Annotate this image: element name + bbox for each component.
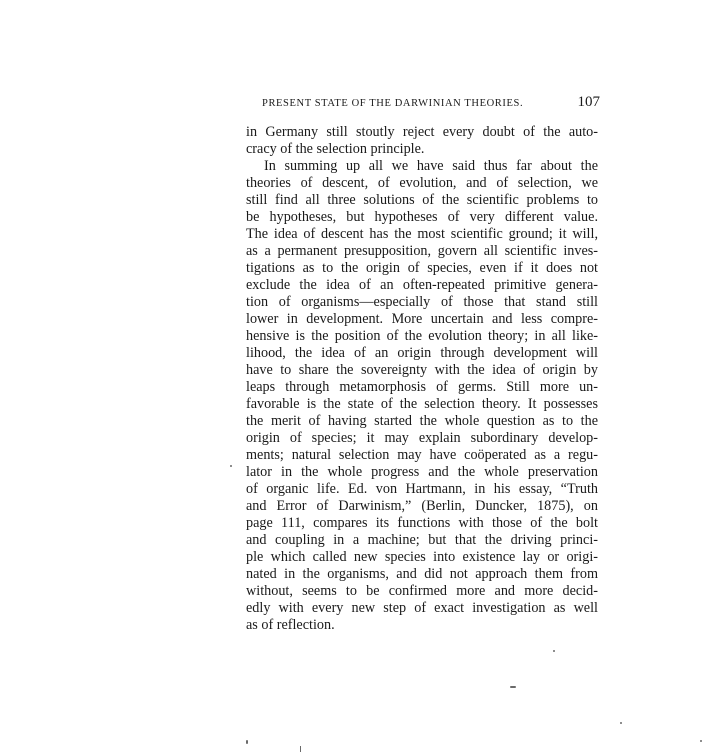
text-line: origin of species; it may explain subordinary develop- [246,430,598,446]
scan-speck [300,746,301,752]
text-line: in Germany still stoutly reject every doubt of the auto- [246,124,598,140]
text-line: cracy of the selection principle. [246,141,425,157]
text-line: of organic life. Ed. von Hartmann, in his essay, “Truth [246,481,598,497]
scan-speck [510,686,516,688]
text-line: lower in development. More uncertain and less compre- [246,311,598,327]
text-line: page 111, compares its functions with those of the bolt [246,515,598,531]
text-line: leaps through metamorphosis of germs. Still more un- [246,379,598,395]
text-line: and coupling in a machine; but that the driving princi- [246,532,598,548]
text-line: favorable is the state of the selection theory. It possesses [246,396,598,412]
scan-speck [700,740,702,742]
text-line: The idea of descent has the most scientific ground; it will, [246,226,598,242]
text-line: ments; natural selection may have coöperated as a regu- [246,447,598,463]
scan-speck [553,650,555,652]
text-line: as a permanent presupposition, govern all scientific inves- [246,243,598,259]
running-head [262,96,600,114]
running-title: PRESENT STATE OF THE DARWINIAN THEORIES. [262,98,524,109]
text-line: tigations as to the origin of species, even if it does not [246,260,598,276]
text-line: the merit of having started the whole question as to the [246,413,598,429]
text-line: ple which called new species into existence lay or origi- [246,549,598,565]
text-line: In summing up all we have said thus far about the [264,158,598,174]
text-line: nated in the organisms, and did not approach them from [246,566,598,582]
scan-speck [230,465,232,467]
scan-speck [620,722,622,724]
text-line: theories of descent, of evolution, and of selection, we [246,175,598,191]
text-line: exclude the idea of an often-repeated primitive genera- [246,277,598,293]
text-line: tion of organisms—especially of those that stand still [246,294,598,310]
text-line: still find all three solutions of the scientific problems to [246,192,598,208]
body-text [246,124,598,634]
text-line: lator in the whole progress and the whole preservation [246,464,598,480]
page-number: 107 [577,94,600,110]
text-line: lihood, the idea of an origin through development will [246,345,598,361]
text-line: be hypotheses, but hypotheses of very different value. [246,209,598,225]
text-line: edly with every new step of exact investigation as well [246,600,598,616]
text-line: without, seems to be confirmed more and more decid- [246,583,598,599]
scan-speck [246,740,248,744]
text-line: hensive is the position of the evolution theory; in all like- [246,328,598,344]
text-line: and Error of Darwinism,” (Berlin, Duncker, 1875), on [246,498,598,514]
text-line: as of reflection. [246,617,335,633]
text-line: have to share the sovereignty with the idea of origin by [246,362,598,378]
